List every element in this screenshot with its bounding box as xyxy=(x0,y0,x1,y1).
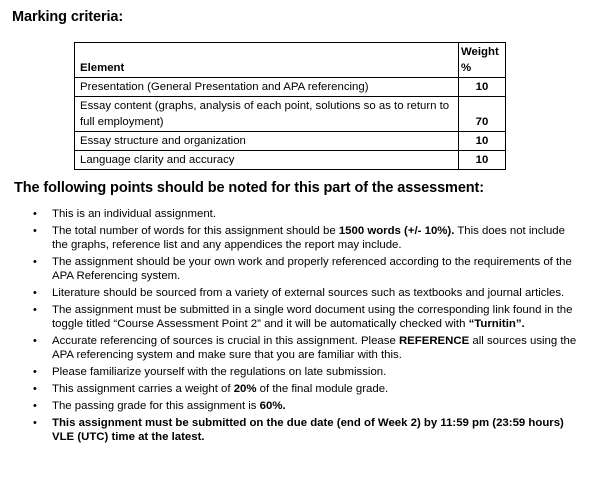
marking-criteria-table xyxy=(74,42,506,170)
criterion-element: Presentation (General Presentation and APA referencing) xyxy=(75,78,459,97)
bullet-icon: • xyxy=(33,256,37,268)
note-emphasis: 20% xyxy=(233,383,257,395)
note-text: The passing grade for this assignment is xyxy=(52,400,260,412)
note-emphasis: 60%. xyxy=(259,400,286,412)
note-text: Accurate referencing of sources is crucial in this assignment. Please xyxy=(52,335,399,347)
list-item xyxy=(33,382,578,396)
bullet-icon: • xyxy=(33,335,37,347)
list-item xyxy=(33,416,578,444)
bullet-icon: • xyxy=(33,225,37,237)
assessment-notes-list xyxy=(33,207,578,447)
list-item xyxy=(33,334,578,362)
weight-column-header: Weight % xyxy=(459,43,506,78)
list-item xyxy=(33,365,578,379)
bullet-icon: • xyxy=(33,366,37,378)
table-row xyxy=(75,132,506,151)
bullet-icon: • xyxy=(33,417,37,429)
note-emphasis: REFERENCE xyxy=(398,335,470,347)
criterion-weight: 70 xyxy=(459,97,506,132)
note-text: Literature should be sourced from a variety of external sources such as textbooks and journal articles. xyxy=(52,287,565,299)
bullet-icon: • xyxy=(33,208,37,220)
list-item xyxy=(33,255,578,283)
note-text: of the final module grade. xyxy=(256,383,389,395)
note-text: This assignment must be submitted on the due date (end of Week 2) by 11:59 pm (23:59 hours) VLE (UTC) time at the latest. xyxy=(52,417,564,443)
list-item xyxy=(33,286,578,300)
note-text: Please familiarize yourself with the regulations on late submission. xyxy=(52,366,387,378)
bullet-icon: • xyxy=(33,304,37,316)
criterion-element: Essay content (graphs, analysis of each point, solutions so as to return to full employment) xyxy=(75,97,459,132)
note-text: The assignment should be your own work and properly referenced according to the requirements of the APA Referencing system. xyxy=(52,256,572,282)
note-text: all sources using the APA referencing system and make sure that you are familiar with this. xyxy=(52,335,577,361)
criterion-element: Essay structure and organization xyxy=(75,132,459,151)
note-text: This assignment carries a weight of xyxy=(52,383,234,395)
table-row xyxy=(75,78,506,97)
list-item xyxy=(33,224,578,252)
assessment-notes-heading: The following points should be noted for this part of the assessment: xyxy=(14,180,485,196)
list-item xyxy=(33,303,578,331)
note-text: This does not include the graphs, reference list and any appendices the report may include. xyxy=(52,225,565,251)
table-header-row xyxy=(75,43,506,78)
bullet-icon: • xyxy=(33,383,37,395)
element-column-header: Element xyxy=(75,43,459,78)
criterion-weight: 10 xyxy=(459,78,506,97)
note-text: The assignment must be submitted in a single word document using the corresponding link found in the toggle titled “Course Assessment Point 2” and it will be automatically checked with xyxy=(52,304,573,330)
table-row xyxy=(75,151,506,170)
criterion-element: Language clarity and accuracy xyxy=(75,151,459,170)
list-item xyxy=(33,207,578,221)
criterion-weight: 10 xyxy=(459,151,506,170)
marking-criteria-heading: Marking criteria: xyxy=(12,9,124,25)
table-row xyxy=(75,97,506,132)
criterion-weight: 10 xyxy=(459,132,506,151)
note-emphasis: 1500 words (+/- 10%). xyxy=(338,225,455,237)
list-item xyxy=(33,399,578,413)
note-text: The total number of words for this assignment should be xyxy=(52,225,339,237)
bullet-icon: • xyxy=(33,400,37,412)
note-emphasis: “Turnitin”. xyxy=(468,318,525,330)
note-text: This is an individual assignment. xyxy=(52,208,216,220)
bullet-icon: • xyxy=(33,287,37,299)
